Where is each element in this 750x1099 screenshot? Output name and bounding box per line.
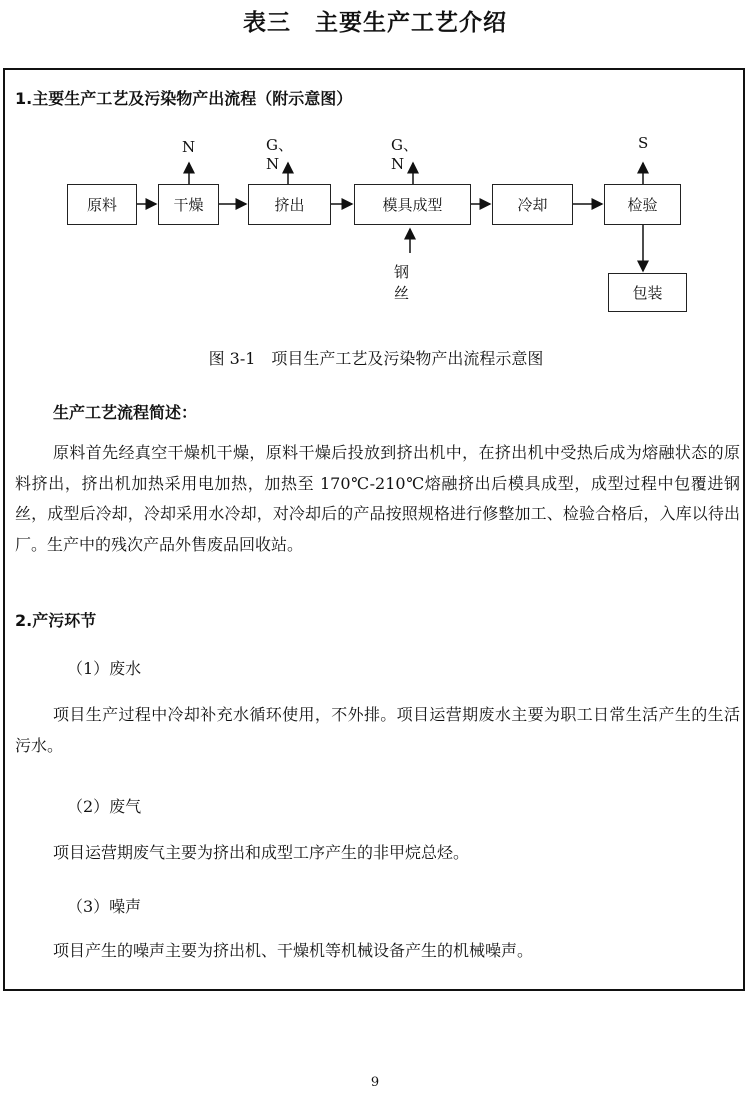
flow-box-extrude: 挤出 [248,184,331,225]
emission-label-extrude: G、N [266,136,293,173]
flow-box-inspect: 检验 [604,184,681,225]
page-number: 9 [370,1075,380,1090]
flow-box-dry: 干燥 [158,184,219,225]
noise-label: （3）噪声 [67,897,142,916]
exhaust-gas-label: （2）废气 [67,797,142,816]
flow-box-raw: 原料 [67,184,137,225]
figure-caption: 图 3-1 项目生产工艺及污染物产出流程示意图 [208,349,544,368]
input-label-steel: 钢丝 [394,263,410,302]
noise-text: 项目产生的噪声主要为挤出机、干燥机等机械设备产生的机械噪声。 [53,941,534,960]
section-1-heading: 1.主要生产工艺及污染物产出流程（附示意图） [15,89,353,108]
emission-label-mold: G、N [391,136,418,173]
content-frame [3,68,745,991]
emission-label-dry: N [182,138,196,156]
emission-label-inspect: S [638,134,649,152]
section-2-heading: 2.产污环节 [15,611,97,630]
exhaust-gas-text: 项目运营期废气主要为挤出和成型工序产生的非甲烷总烃。 [53,843,470,862]
process-description-heading: 生产工艺流程简述： [53,403,198,422]
process-description-text: 原料首先经真空干燥机干燥，原料干燥后投放到挤出机中，在挤出机中受热后成为熔融状态的原料挤出，挤出机加热采用电加热，加热至 170℃-210℃熔融挤出后模具成型，成型过程中包覆进钢丝，成型后冷却，冷却采用水冷却，对冷却后的产品按照规格进行修整加工、检验合格后，入库以待出厂。生产中的残次产品外售废品回收站。 [15,443,740,554]
page-title: 表三 主要生产工艺介绍 [243,10,507,36]
flow-box-cool: 冷却 [492,184,573,225]
wastewater-text: 项目生产过程中冷却补充水循环使用，不外排。项目运营期废水主要为职工日常生活产生的生活污水。 [15,705,740,755]
wastewater-label: （1）废水 [67,659,142,678]
flow-box-pack: 包装 [608,273,687,312]
flow-box-mold: 模具成型 [354,184,471,225]
